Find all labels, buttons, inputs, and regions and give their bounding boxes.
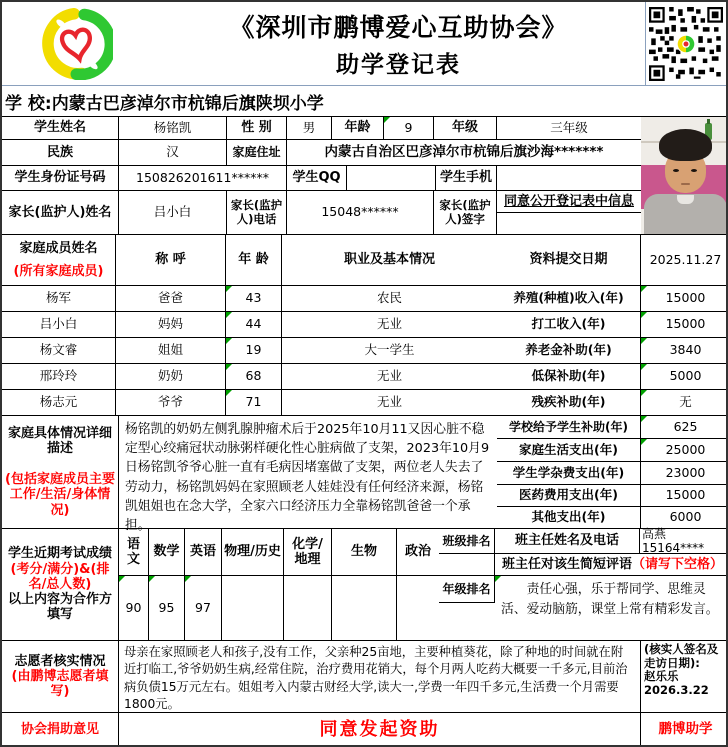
student-info-section xyxy=(2,117,726,235)
subject-header: 物理/历史 xyxy=(222,529,284,576)
parent-phone-value: 15048****** xyxy=(287,191,434,235)
parent-row xyxy=(2,191,641,235)
finance-row xyxy=(497,338,728,364)
finance-table xyxy=(497,235,728,529)
parent-name-label: 家长(监护人)姓名 xyxy=(2,191,119,235)
verifier-label: (核实人签名及走访日期): xyxy=(644,642,719,670)
subject-header: 化学/地理 xyxy=(284,529,332,576)
member-age: 19 xyxy=(226,338,282,364)
teacher-value: 高燕 15164**** xyxy=(640,529,728,554)
description-text: 杨铭凯的奶奶左侧乳腺肿瘤术后于2025年10月11又因心脏不稳定型心绞痛冠状动脉粥样硬化性心脏病做了支架，2023年10月9日杨铭凯爷爷心脏一直有毛病因堵塞做了支架，两位老人失去了劳动力，杨铭凯妈妈在家照顾老人娃娃没有任何经济来源，杨铭凯姐姐也在念大学，全家六口经济压力全靠杨铭凯爸爸一个承担。 xyxy=(119,416,497,529)
member-name: 吕小白 xyxy=(2,312,116,338)
parent-name-value: 吕小白 xyxy=(119,191,227,235)
finance-label: 养殖(种植)收入(年) xyxy=(497,286,641,312)
exam-section xyxy=(2,526,726,641)
relation-header: 称 呼 xyxy=(116,235,226,286)
association-logo xyxy=(2,2,152,85)
submit-date-label: 资料提交日期 xyxy=(497,235,641,286)
age-value: 9 xyxy=(384,117,434,140)
subject-score xyxy=(332,576,397,641)
occupation-header: 职业及基本情况 xyxy=(282,235,497,286)
exam-label-black1: 学生近期考试成绩 xyxy=(7,546,112,562)
teacher-comment: 责任心强，乐于帮同学、思维灵活、爱动脑筋，课堂上常有精彩发言。 xyxy=(495,576,728,641)
finance-value: 15000 xyxy=(641,485,728,507)
family-description-row xyxy=(2,416,497,533)
family-member-row xyxy=(2,364,497,390)
age-label: 年龄 xyxy=(332,117,384,140)
finance-label: 打工收入(年) xyxy=(497,312,641,338)
finance-value: 625 xyxy=(641,416,728,439)
subject-header: 英语 xyxy=(185,529,222,576)
id-label: 学生身份证号码 xyxy=(2,166,119,191)
photo-collar xyxy=(677,195,694,204)
verifier-date: 2026.3.22 xyxy=(644,682,709,697)
gender-value: 男 xyxy=(287,117,332,140)
member-name: 杨志元 xyxy=(2,390,116,416)
finance-value: 15000 xyxy=(641,312,728,338)
comment-header-red: （请写下空格） xyxy=(632,556,724,572)
finance-value: 6000 xyxy=(641,507,728,529)
description-label xyxy=(2,416,119,529)
exam-label-red: (考分/满分)&(排名/总人数) xyxy=(10,561,110,592)
submit-date-value: 2025.11.27 xyxy=(641,235,728,286)
verifier-name: 赵乐乐 xyxy=(644,669,679,684)
finance-label: 其他支出(年) xyxy=(497,507,641,529)
comment-header-black: 班主任对该生简短评语 xyxy=(501,556,632,572)
donation-opinion-value: 同意发起资助 xyxy=(119,713,641,746)
family-member-row xyxy=(2,390,497,416)
finance-row xyxy=(497,439,728,462)
photo-mouth xyxy=(681,183,690,185)
address-label: 家庭住址 xyxy=(227,140,287,166)
volunteer-label-black: 志愿者核实情况 xyxy=(14,653,106,669)
member-occupation: 无业 xyxy=(282,390,497,416)
parent-phone-label: 家长(监护人)电话 xyxy=(227,191,287,235)
student-row-2 xyxy=(2,140,641,166)
qq-label: 学生QQ xyxy=(287,166,347,191)
member-age: 68 xyxy=(226,364,282,390)
exam-subjects xyxy=(119,529,439,641)
photo-hair xyxy=(659,129,712,161)
exam-right xyxy=(439,526,728,641)
finance-label: 学生学杂费支出(年) xyxy=(497,462,641,485)
member-name: 杨军 xyxy=(2,286,116,312)
subject-score xyxy=(397,576,439,641)
subject-header: 政治 xyxy=(397,529,439,576)
qr-cell xyxy=(645,2,726,85)
comment-header xyxy=(495,554,728,576)
family-header-row xyxy=(2,235,497,286)
grade-label: 年级 xyxy=(434,117,497,140)
member-occupation: 农民 xyxy=(282,286,497,312)
student-name-label: 学生姓名 xyxy=(2,117,119,140)
member-occupation: 无业 xyxy=(282,364,497,390)
finance-label: 残疾补助(年) xyxy=(497,390,641,416)
parent-sign-label: 家长(监护人)签字 xyxy=(434,191,497,235)
subject-score: 95 xyxy=(149,576,185,641)
brand-label: 鹏博助学 xyxy=(658,720,713,737)
exam-label xyxy=(2,529,119,641)
donation-opinion-label: 协会捐助意见 xyxy=(2,713,119,746)
member-name: 邢玲玲 xyxy=(2,364,116,390)
title-line2: 助学登记表 xyxy=(336,52,461,78)
member-age: 43 xyxy=(226,286,282,312)
qr-code-icon xyxy=(649,7,723,81)
student-phone-value xyxy=(497,166,641,191)
address-value: 内蒙古自治区巴彦淖尔市杭锦后旗沙海******* xyxy=(287,140,641,166)
finance-row xyxy=(497,507,728,529)
family-name-header-red: (所有家庭成员) xyxy=(13,263,104,279)
finance-row xyxy=(497,485,728,507)
student-photo xyxy=(641,117,726,235)
class-rank-label: 班级排名 xyxy=(439,529,495,554)
finance-row xyxy=(497,286,728,312)
teacher-label: 班主任姓名及电话 xyxy=(495,529,640,554)
finance-label: 低保补助(年) xyxy=(497,364,641,390)
subject-score xyxy=(222,576,284,641)
volunteer-label-red: (由鹏博志愿者填写) xyxy=(11,668,109,700)
finance-value: 无 xyxy=(641,390,728,416)
volunteer-text: 母亲在家照顾老人和孩子,没有工作，父亲种25亩地，主要种植葵花，除了种地的时间就在附近打临工,爷爷奶奶生病,经常住院，治疗费用花销大，每个月两人吃药大概要一千多元,目前治病负债15万元左右。姐姐考入内蒙古财经大学,读大一,学费一年四千多元,生活费一个月需要1800元。 xyxy=(119,641,641,713)
subject-score: 97 xyxy=(185,576,222,641)
title-line1: 《深圳市鹏博爱心互助协会》 xyxy=(229,13,568,42)
class-rank-value xyxy=(439,554,495,576)
age-header: 年 龄 xyxy=(226,235,282,286)
member-relation: 奶奶 xyxy=(116,364,226,390)
header-band xyxy=(2,2,726,86)
member-occupation: 无业 xyxy=(282,312,497,338)
grade-rank-label: 年级排名 xyxy=(439,576,495,603)
finance-label: 学校给予学生补助(年) xyxy=(497,416,641,439)
footer-row xyxy=(2,713,726,746)
finance-row xyxy=(497,416,728,439)
photo-eye-left xyxy=(673,169,679,172)
parent-consent-cell xyxy=(497,191,641,235)
heart-hands-logo-icon xyxy=(41,8,113,80)
student-row-3 xyxy=(2,166,641,191)
finance-date-row xyxy=(497,235,728,286)
grade-value: 三年级 xyxy=(497,117,641,140)
family-name-header-black: 家庭成员姓名 xyxy=(19,240,98,256)
finance-row xyxy=(497,312,728,338)
qq-value xyxy=(347,166,436,191)
finance-row xyxy=(497,462,728,485)
family-name-header xyxy=(2,235,116,286)
student-name-value: 杨铭凯 xyxy=(119,117,227,140)
member-age: 71 xyxy=(226,390,282,416)
finance-label: 家庭生活支出(年) xyxy=(497,439,641,462)
finance-row xyxy=(497,364,728,390)
verifier-cell xyxy=(641,641,728,713)
id-value: 150826201611****** xyxy=(119,166,287,191)
member-relation: 妈妈 xyxy=(116,312,226,338)
ethnicity-value: 汉 xyxy=(119,140,227,166)
finance-value: 15000 xyxy=(641,286,728,312)
volunteer-section xyxy=(2,641,726,713)
member-occupation: 大一学生 xyxy=(282,338,497,364)
finance-value: 23000 xyxy=(641,462,728,485)
family-finance-section xyxy=(2,235,726,533)
subject-score xyxy=(284,576,332,641)
finance-label: 养老金补助(年) xyxy=(497,338,641,364)
subject-header: 语文 xyxy=(119,529,149,576)
finance-value: 25000 xyxy=(641,439,728,462)
description-label-black: 家庭具体情况详细描述 xyxy=(7,425,112,457)
family-member-row xyxy=(2,312,497,338)
member-relation: 爸爸 xyxy=(116,286,226,312)
exam-label-black2: 以上内容为合作方填写 xyxy=(7,592,112,623)
finance-value: 3840 xyxy=(641,338,728,364)
student-row-1 xyxy=(2,117,641,140)
member-name: 杨文睿 xyxy=(2,338,116,364)
family-member-row xyxy=(2,338,497,364)
form-title xyxy=(152,2,645,85)
school-line: 学 校:内蒙古巴彦淖尔市杭锦后旗陕坝小学 xyxy=(2,86,726,117)
consent-text: 同意公开登记表中信息 xyxy=(497,191,641,213)
grade-rank-value xyxy=(439,603,495,641)
subject-header: 数学 xyxy=(149,529,185,576)
subject-score: 90 xyxy=(119,576,149,641)
consent-signature-empty xyxy=(497,213,641,234)
gender-label: 性 别 xyxy=(227,117,287,140)
member-relation: 姐姐 xyxy=(116,338,226,364)
finance-value: 5000 xyxy=(641,364,728,390)
member-relation: 爷爷 xyxy=(116,390,226,416)
ethnicity-label: 民族 xyxy=(2,140,119,166)
family-table xyxy=(2,235,497,533)
description-label-red: (包括家庭成员主要工作/生活/身体情况) xyxy=(5,472,115,518)
volunteer-label xyxy=(2,641,119,713)
finance-label: 医药费用支出(年) xyxy=(497,485,641,507)
member-age: 44 xyxy=(226,312,282,338)
finance-row xyxy=(497,390,728,416)
family-member-row xyxy=(2,286,497,312)
photo-eye-right xyxy=(691,169,697,172)
student-phone-label: 学生手机 xyxy=(436,166,497,191)
subject-header: 生物 xyxy=(332,529,397,576)
